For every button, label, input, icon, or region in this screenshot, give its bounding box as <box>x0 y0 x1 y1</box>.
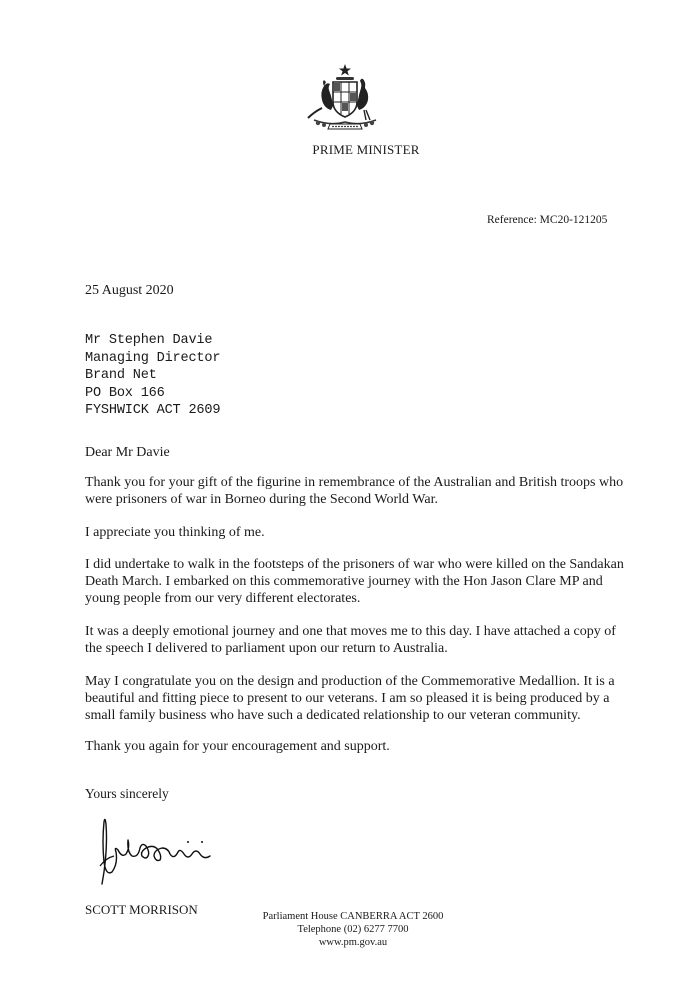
salutation: Dear Mr Davie <box>85 445 170 460</box>
office-title: PRIME MINISTER <box>312 142 420 157</box>
reference-number: Reference: MC20-121205 <box>487 214 608 226</box>
letter-date: 25 August 2020 <box>85 283 174 298</box>
body-paragraph: I did undertake to walk in the footsteps of the prisoners of war who were killed on the Sandakan Death March. I embarked on this commemorative journey with the Hon Jason Clare MP and young people from our very different electorates. <box>85 557 624 606</box>
recipient-po-box: PO Box 166 <box>85 385 165 401</box>
signature <box>92 812 242 892</box>
footer-contact <box>258 910 448 949</box>
recipient-address <box>85 332 220 420</box>
closing: Yours sincerely <box>85 786 169 801</box>
body-paragraph: I appreciate you thinking of me. <box>85 525 265 540</box>
coat-of-arms-crest <box>300 62 390 134</box>
body-paragraph: Thank you for your gift of the figurine in remembrance of the Australian and British troops who were prisoners of war in Borneo during the Second World War. <box>85 475 624 507</box>
footer-telephone: Telephone (02) 6277 7700 <box>297 924 409 935</box>
footer-website: www.pm.gov.au <box>318 937 388 948</box>
signatory-name: SCOTT MORRISON <box>85 902 198 917</box>
recipient-locality: FYSHWICK ACT 2609 <box>85 403 221 418</box>
body-paragraph: It was a deeply emotional journey and one that moves me to this day. I have attached a copy of the speech I delivered to parliament upon our return to Australia. <box>85 624 616 656</box>
recipient-company: Brand Net <box>85 368 157 383</box>
recipient-name: Mr Stephen Davie <box>85 333 213 348</box>
recipient-title: Managing Director <box>85 350 221 366</box>
body-paragraph: Thank you again for your encouragement and support. <box>85 739 390 754</box>
body-paragraph: May I congratulate you on the design and production of the Commemorative Medallion. It is a beautiful and fitting piece to present to our veterans. I am so pleased it is being produced by a small family business who have such a dedicated relationship to our veteran community. <box>85 674 615 723</box>
footer-address: Parliament House CANBERRA ACT 2600 <box>262 911 444 922</box>
